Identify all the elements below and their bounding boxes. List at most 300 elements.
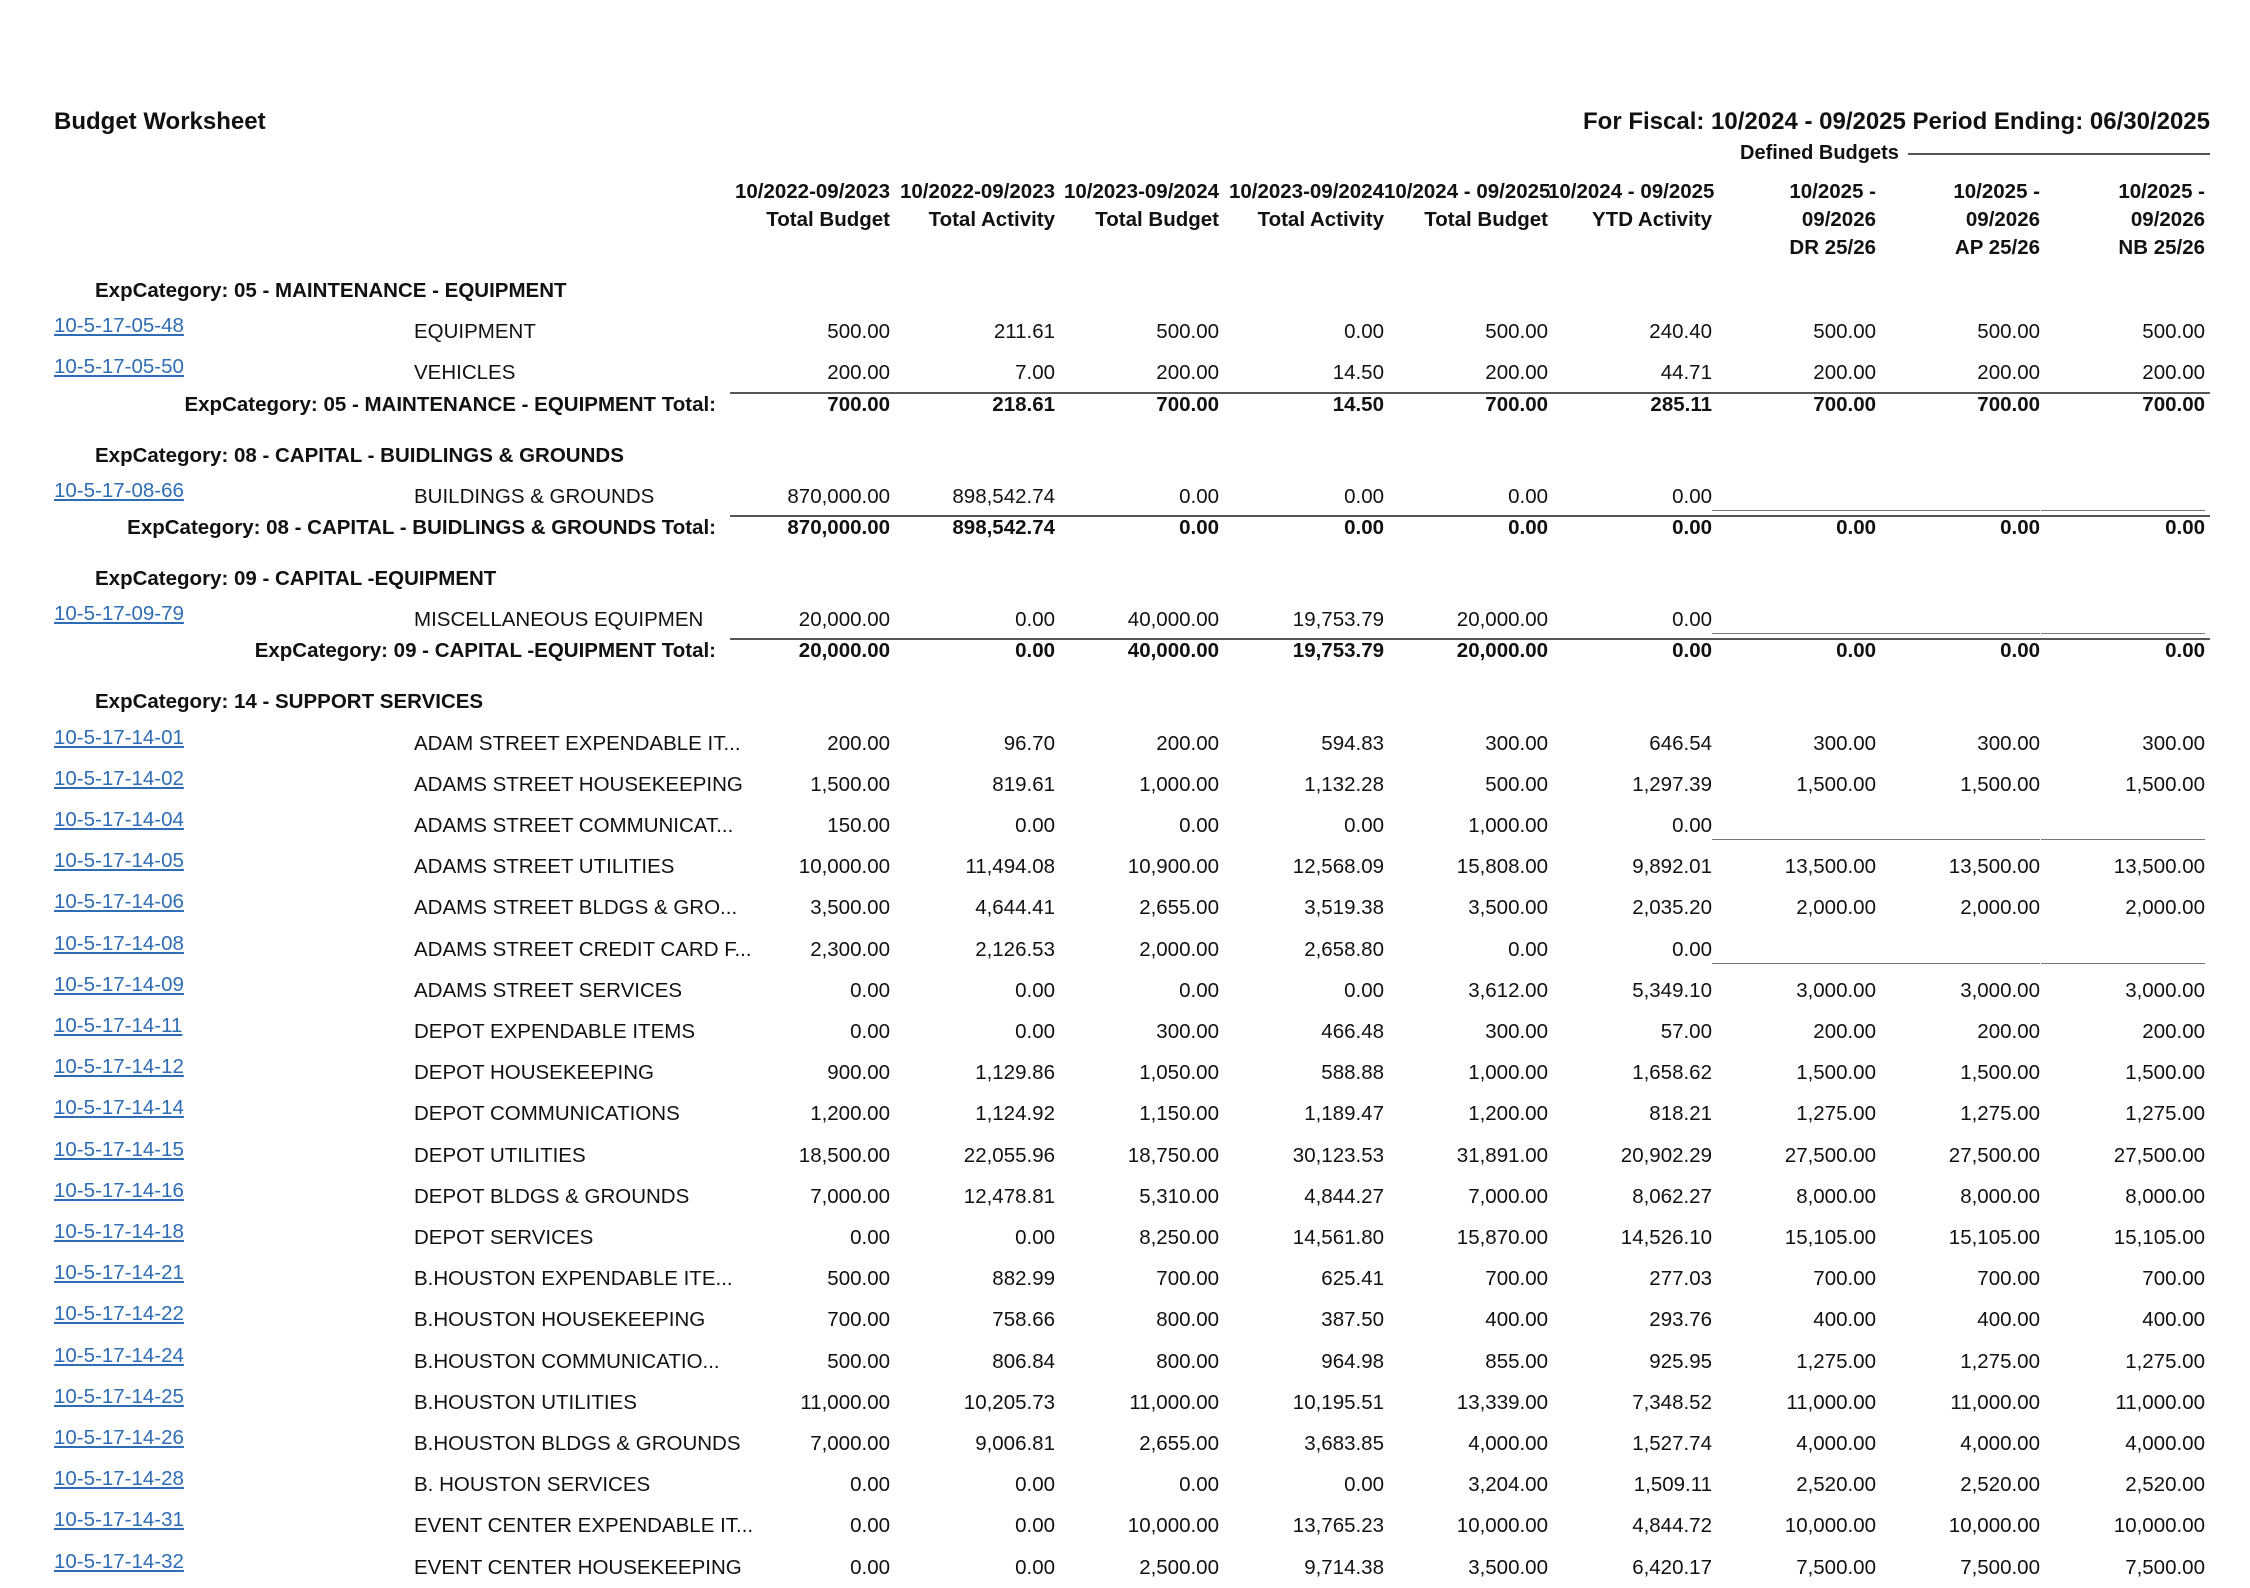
- total-value: 0.00: [1508, 516, 1548, 539]
- table-row: [0, 1052, 2250, 1093]
- amount-cell: 11,000.00: [1950, 1390, 2040, 1414]
- amount-cell: 11,000.00: [800, 1390, 890, 1414]
- amount-cell: 2,500.00: [1139, 1555, 1219, 1579]
- amount-cell: 0.00: [1672, 484, 1712, 508]
- amount-cell: 300.00: [1813, 731, 1876, 755]
- blank-entry: [2041, 963, 2205, 964]
- amount-cell: 10,000.00: [1948, 1514, 2040, 1538]
- amount-cell: 8,000.00: [1960, 1184, 2040, 1208]
- total-value: 0.00: [1344, 516, 1384, 539]
- amount-cell: 898,542.74: [952, 484, 1055, 508]
- table-row: [0, 723, 2250, 764]
- column-header-line: NB 25/26: [2118, 236, 2205, 259]
- amount-cell: 277.03: [1649, 1267, 1712, 1291]
- total-value: 0.00: [2000, 516, 2040, 539]
- amount-cell: 14.50: [1332, 361, 1384, 385]
- column-header-line: AP 25/26: [1954, 236, 2040, 259]
- account-link[interactable]: 10-5-17-14-05: [54, 849, 184, 873]
- amount-cell: 700.00: [1977, 1267, 2040, 1291]
- amount-cell: 15,808.00: [1456, 855, 1548, 879]
- amount-cell: 27,500.00: [1784, 1143, 1876, 1167]
- amount-cell: 1,132.28: [1304, 772, 1384, 796]
- category-row: [0, 270, 2250, 311]
- amount-cell: 11,494.08: [965, 855, 1055, 879]
- amount-cell: 700.00: [2142, 1267, 2205, 1291]
- column-header-line: Total Budget: [1424, 208, 1548, 231]
- amount-cell: 0.00: [1672, 814, 1712, 837]
- amount-cell: 300.00: [1485, 731, 1548, 755]
- amount-cell: 200.00: [1977, 1020, 2040, 1043]
- amount-cell: 240.40: [1649, 320, 1712, 344]
- column-header-line: 09/2026: [1801, 208, 1876, 231]
- amount-cell: 1,275.00: [2125, 1349, 2205, 1373]
- amount-cell: 800.00: [1156, 1308, 1219, 1332]
- amount-cell: 4,000.00: [1796, 1432, 1876, 1455]
- amount-cell: 4,844.27: [1304, 1184, 1384, 1208]
- amount-cell: 855.00: [1485, 1349, 1548, 1373]
- amount-cell: 0.00: [850, 978, 890, 1002]
- total-value: 20,000.00: [1456, 639, 1548, 663]
- total-value: 285.11: [1650, 392, 1712, 416]
- amount-cell: 15,870.00: [1456, 1226, 1548, 1249]
- account-description: B.HOUSTON HOUSEKEEPING: [414, 1308, 706, 1332]
- amount-cell: 4,000.00: [1468, 1432, 1548, 1455]
- column-header-line: 10/2025 -: [1953, 180, 2040, 203]
- blank-entry: [1712, 839, 1876, 840]
- amount-cell: 2,000.00: [1139, 937, 1219, 961]
- amount-cell: 200.00: [827, 731, 890, 755]
- amount-cell: 5,349.10: [1632, 978, 1712, 1002]
- amount-cell: 0.00: [1179, 814, 1219, 837]
- account-link[interactable]: 10-5-17-14-22: [54, 1302, 184, 1326]
- table-row: [0, 1258, 2250, 1299]
- amount-cell: 400.00: [1485, 1308, 1548, 1332]
- amount-cell: 2,035.20: [1632, 896, 1712, 920]
- amount-cell: 200.00: [1813, 361, 1876, 385]
- amount-cell: 594.83: [1321, 731, 1384, 755]
- amount-cell: 2,520.00: [1796, 1473, 1876, 1497]
- amount-cell: 1,500.00: [2125, 1061, 2205, 1085]
- account-link[interactable]: 10-5-17-14-04: [54, 808, 184, 831]
- account-description: ADAMS STREET CREDIT CARD F...: [414, 937, 752, 961]
- amount-cell: 1,275.00: [1960, 1349, 2040, 1373]
- amount-cell: 9,714.38: [1304, 1555, 1384, 1579]
- amount-cell: 0.00: [1015, 1473, 1055, 1497]
- amount-cell: 18,500.00: [798, 1143, 890, 1167]
- table-row: [0, 1217, 2250, 1258]
- amount-cell: 20,000.00: [798, 608, 890, 632]
- amount-cell: 2,655.00: [1139, 896, 1219, 920]
- amount-cell: 7,500.00: [1960, 1555, 2040, 1579]
- defined-budgets-label: Defined Budgets: [1740, 142, 1899, 164]
- amount-cell: 96.70: [1003, 731, 1055, 755]
- amount-cell: 1,509.11: [1633, 1473, 1712, 1497]
- amount-cell: 0.00: [1179, 978, 1219, 1002]
- amount-cell: 13,339.00: [1456, 1390, 1548, 1414]
- amount-cell: 300.00: [2142, 731, 2205, 755]
- account-link[interactable]: 10-5-17-14-32: [54, 1549, 184, 1573]
- account-description: ADAMS STREET COMMUNICAT...: [414, 814, 734, 837]
- amount-cell: 10,195.51: [1292, 1390, 1384, 1414]
- column-header: [1548, 178, 1715, 234]
- amount-cell: 200.00: [2142, 1020, 2205, 1043]
- table-row: [0, 929, 2250, 970]
- blank-entry: [2041, 839, 2205, 840]
- amount-cell: 13,765.23: [1292, 1514, 1384, 1538]
- amount-cell: 964.98: [1321, 1349, 1384, 1373]
- amount-cell: 12,568.09: [1292, 855, 1384, 879]
- total-value: 19,753.79: [1292, 639, 1384, 663]
- account-link[interactable]: 10-5-17-14-02: [54, 766, 184, 790]
- page-title: Budget Worksheet: [54, 108, 266, 135]
- amount-cell: 400.00: [2142, 1308, 2205, 1332]
- total-label: ExpCategory: 05 - MAINTENANCE - EQUIPMENT Total:: [184, 392, 716, 416]
- amount-cell: 300.00: [1156, 1020, 1219, 1043]
- category-heading: ExpCategory: 08 - CAPITAL - BUIDLINGS & GROUNDS: [95, 443, 624, 467]
- total-value: 0.00: [1836, 639, 1876, 663]
- amount-cell: 8,000.00: [1796, 1184, 1876, 1208]
- amount-cell: 700.00: [1156, 1267, 1219, 1291]
- amount-cell: 11,000.00: [1786, 1390, 1876, 1414]
- column-header-line: 10/2025 -: [2118, 180, 2205, 203]
- total-label: ExpCategory: 08 - CAPITAL - BUIDLINGS & GROUNDS Total:: [127, 516, 716, 539]
- total-value: 0.00: [2000, 639, 2040, 663]
- account-link[interactable]: 10-5-17-14-06: [54, 890, 184, 914]
- amount-cell: 387.50: [1321, 1308, 1384, 1332]
- amount-cell: 12,478.81: [963, 1184, 1055, 1208]
- amount-cell: 500.00: [1813, 320, 1876, 344]
- amount-cell: 8,062.27: [1632, 1184, 1712, 1208]
- amount-cell: 9,006.81: [975, 1432, 1055, 1455]
- amount-cell: 2,520.00: [1960, 1473, 2040, 1497]
- amount-cell: 5,310.00: [1139, 1184, 1219, 1208]
- amount-cell: 300.00: [1485, 1020, 1548, 1043]
- amount-cell: 14,561.80: [1292, 1226, 1384, 1249]
- total-value: 700.00: [827, 392, 890, 416]
- total-value: 0.00: [2165, 516, 2205, 539]
- amount-cell: 0.00: [1344, 320, 1384, 344]
- total-value: 0.00: [2165, 639, 2205, 663]
- account-description: BUILDINGS & GROUNDS: [414, 484, 655, 508]
- account-description: B.HOUSTON COMMUNICATIO...: [414, 1349, 720, 1373]
- amount-cell: 15,105.00: [1948, 1226, 2040, 1249]
- amount-cell: 9,892.01: [1632, 855, 1712, 879]
- amount-cell: 0.00: [1672, 937, 1712, 961]
- amount-cell: 0.00: [1015, 1020, 1055, 1043]
- amount-cell: 300.00: [1977, 731, 2040, 755]
- account-link[interactable]: 10-5-17-14-01: [54, 725, 184, 749]
- amount-cell: 3,000.00: [2125, 978, 2205, 1002]
- amount-cell: 7,000.00: [1468, 1184, 1548, 1208]
- amount-cell: 2,520.00: [2125, 1473, 2205, 1497]
- account-link[interactable]: 10-5-17-09-79: [54, 602, 184, 626]
- column-header-line: DR 25/26: [1789, 236, 1876, 259]
- account-description: B. HOUSTON SERVICES: [414, 1473, 651, 1497]
- table-row: [0, 1464, 2250, 1505]
- amount-cell: 2,655.00: [1139, 1432, 1219, 1455]
- total-value: 218.61: [992, 392, 1055, 416]
- amount-cell: 27,500.00: [2113, 1143, 2205, 1167]
- amount-cell: 8,250.00: [1139, 1226, 1219, 1249]
- column-header-line: 10/2024 - 09/2025: [1548, 180, 1715, 203]
- column-header: [1055, 178, 1219, 234]
- total-value: 700.00: [1813, 392, 1876, 416]
- account-link[interactable]: 10-5-17-14-09: [54, 972, 184, 996]
- amount-cell: 44.71: [1660, 361, 1712, 385]
- amount-cell: 400.00: [1813, 1308, 1876, 1332]
- amount-cell: 1,275.00: [1796, 1102, 1876, 1126]
- column-header-line: 09/2026: [2130, 208, 2205, 231]
- amount-cell: 4,000.00: [2125, 1432, 2205, 1455]
- amount-cell: 1,000.00: [1468, 814, 1548, 837]
- category-heading: ExpCategory: 09 - CAPITAL -EQUIPMENT: [95, 567, 497, 590]
- amount-cell: 4,644.41: [975, 896, 1055, 920]
- column-header: [891, 178, 1055, 234]
- amount-cell: 700.00: [827, 1308, 890, 1332]
- column-header-line: 10/2024 - 09/2025: [1384, 180, 1551, 203]
- column-header-line: Total Activity: [1257, 208, 1384, 231]
- amount-cell: 7,000.00: [810, 1432, 890, 1455]
- amount-cell: 200.00: [1977, 361, 2040, 385]
- amount-cell: 3,500.00: [810, 896, 890, 920]
- amount-cell: 2,000.00: [2125, 896, 2205, 920]
- amount-cell: 466.48: [1321, 1020, 1384, 1043]
- column-header: [1220, 178, 1384, 234]
- amount-cell: 1,527.74: [1632, 1432, 1712, 1455]
- amount-cell: 6,420.17: [1632, 1555, 1712, 1579]
- amount-cell: 0.00: [1015, 978, 1055, 1002]
- amount-cell: 11,000.00: [1129, 1390, 1219, 1414]
- account-link[interactable]: 10-5-17-14-25: [54, 1384, 184, 1408]
- account-link[interactable]: 10-5-17-14-08: [54, 931, 184, 955]
- amount-cell: 2,000.00: [1960, 896, 2040, 920]
- amount-cell: 3,204.00: [1468, 1473, 1548, 1497]
- amount-cell: 0.00: [850, 1555, 890, 1579]
- amount-cell: 57.00: [1660, 1020, 1712, 1043]
- amount-cell: 588.88: [1321, 1061, 1384, 1085]
- amount-cell: 500.00: [827, 1267, 890, 1291]
- table-row: [0, 1382, 2250, 1423]
- total-value: 898,542.74: [952, 516, 1055, 539]
- amount-cell: 800.00: [1156, 1349, 1219, 1373]
- table-row: [0, 887, 2250, 928]
- amount-cell: 806.84: [992, 1349, 1055, 1373]
- table-row: [0, 1341, 2250, 1382]
- amount-cell: 1,200.00: [1468, 1102, 1548, 1126]
- amount-cell: 1,189.47: [1304, 1102, 1384, 1126]
- total-row: [0, 507, 2250, 548]
- account-description: ADAMS STREET BLDGS & GRO...: [414, 896, 738, 920]
- amount-cell: 200.00: [1485, 361, 1548, 385]
- account-link[interactable]: 10-5-17-05-48: [54, 314, 184, 338]
- amount-cell: 646.54: [1649, 731, 1712, 755]
- amount-cell: 15,105.00: [2113, 1226, 2205, 1249]
- account-link[interactable]: 10-5-17-14-12: [54, 1055, 184, 1079]
- amount-cell: 500.00: [1485, 772, 1548, 796]
- amount-cell: 18,750.00: [1127, 1143, 1219, 1167]
- table-row: [0, 764, 2250, 805]
- amount-cell: 19,753.79: [1292, 608, 1384, 632]
- category-heading: ExpCategory: 14 - SUPPORT SERVICES: [95, 690, 484, 714]
- amount-cell: 8,000.00: [2125, 1184, 2205, 1208]
- amount-cell: 700.00: [1813, 1267, 1876, 1291]
- category-row: [0, 681, 2250, 722]
- amount-cell: 1,200.00: [810, 1102, 890, 1126]
- amount-cell: 7,000.00: [810, 1184, 890, 1208]
- column-header-line: 10/2023-09/2024: [1228, 180, 1384, 203]
- account-link[interactable]: 10-5-17-14-16: [54, 1178, 184, 1202]
- table-row: [0, 970, 2250, 1011]
- amount-cell: 1,500.00: [2125, 772, 2205, 796]
- amount-cell: 200.00: [1813, 1020, 1876, 1043]
- amount-cell: 1,129.86: [975, 1061, 1055, 1085]
- amount-cell: 31,891.00: [1456, 1143, 1548, 1167]
- account-description: ADAMS STREET SERVICES: [414, 978, 683, 1002]
- amount-cell: 200.00: [2142, 361, 2205, 385]
- amount-cell: 0.00: [1344, 484, 1384, 508]
- amount-cell: 1,275.00: [2125, 1102, 2205, 1126]
- amount-cell: 10,205.73: [963, 1390, 1055, 1414]
- total-value: 0.00: [1672, 639, 1712, 663]
- amount-cell: 10,000.00: [1127, 1514, 1219, 1538]
- account-description: EVENT CENTER HOUSEKEEPING: [414, 1555, 742, 1579]
- amount-cell: 150.00: [827, 814, 890, 837]
- amount-cell: 10,000.00: [1784, 1514, 1876, 1538]
- account-link[interactable]: 10-5-17-05-50: [54, 355, 184, 379]
- amount-cell: 3,683.85: [1304, 1432, 1384, 1455]
- account-description: DEPOT HOUSEKEEPING: [414, 1061, 654, 1085]
- amount-cell: 2,658.80: [1304, 937, 1384, 961]
- amount-cell: 1,500.00: [1960, 772, 2040, 796]
- total-value: 700.00: [1485, 392, 1548, 416]
- fiscal-period: For Fiscal: 10/2024 - 09/2025 Period Ending: 06/30/2025: [1583, 108, 2210, 135]
- column-header-line: 10/2025 -: [1789, 180, 1876, 203]
- amount-cell: 3,000.00: [1960, 978, 2040, 1002]
- account-description: VEHICLES: [414, 361, 516, 385]
- amount-cell: 27,500.00: [1948, 1143, 2040, 1167]
- amount-cell: 3,500.00: [1468, 896, 1548, 920]
- account-link[interactable]: 10-5-17-14-21: [54, 1261, 184, 1285]
- account-link[interactable]: 10-5-17-14-24: [54, 1343, 184, 1367]
- amount-cell: 1,124.92: [975, 1102, 1055, 1126]
- total-row: [0, 384, 2250, 425]
- category-row: [0, 558, 2250, 599]
- account-link[interactable]: 10-5-17-14-26: [54, 1426, 184, 1449]
- amount-cell: 2,300.00: [810, 937, 890, 961]
- amount-cell: 0.00: [1344, 814, 1384, 837]
- account-link[interactable]: 10-5-17-14-31: [54, 1508, 184, 1532]
- amount-cell: 818.21: [1649, 1102, 1712, 1126]
- amount-cell: 1,500.00: [1796, 772, 1876, 796]
- column-header-line: Total Budget: [766, 208, 890, 231]
- amount-cell: 0.00: [1015, 814, 1055, 837]
- table-row: [0, 1093, 2250, 1134]
- table-row: [0, 1176, 2250, 1217]
- account-link[interactable]: 10-5-17-08-66: [54, 478, 184, 502]
- table-row: [0, 1505, 2250, 1546]
- account-link[interactable]: 10-5-17-14-18: [54, 1220, 184, 1243]
- total-value: 0.00: [1015, 639, 1055, 663]
- amount-cell: 0.00: [1015, 608, 1055, 632]
- total-value: 40,000.00: [1127, 639, 1219, 663]
- account-link[interactable]: 10-5-17-14-15: [54, 1137, 184, 1161]
- total-value: 870,000.00: [787, 516, 890, 539]
- amount-cell: 500.00: [1156, 320, 1219, 344]
- amount-cell: 7,500.00: [2125, 1555, 2205, 1579]
- amount-cell: 0.00: [1508, 484, 1548, 508]
- amount-cell: 819.61: [992, 772, 1055, 796]
- amount-cell: 40,000.00: [1127, 608, 1219, 632]
- amount-cell: 0.00: [1179, 484, 1219, 508]
- amount-cell: 293.76: [1649, 1308, 1712, 1332]
- table-row: [0, 311, 2250, 352]
- amount-cell: 500.00: [827, 320, 890, 344]
- amount-cell: 10,000.00: [2113, 1514, 2205, 1538]
- amount-cell: 3,612.00: [1468, 978, 1548, 1002]
- amount-cell: 10,000.00: [798, 855, 890, 879]
- amount-cell: 500.00: [827, 1349, 890, 1373]
- account-link[interactable]: 10-5-17-14-14: [54, 1096, 184, 1120]
- amount-cell: 900.00: [827, 1061, 890, 1085]
- total-value: 0.00: [1672, 516, 1712, 539]
- amount-cell: 0.00: [1015, 1555, 1055, 1579]
- total-value: 0.00: [1836, 516, 1876, 539]
- amount-cell: 1,050.00: [1139, 1061, 1219, 1085]
- amount-cell: 1,000.00: [1139, 772, 1219, 796]
- amount-cell: 2,000.00: [1796, 896, 1876, 920]
- amount-cell: 1,658.62: [1632, 1061, 1712, 1085]
- amount-cell: 15,105.00: [1784, 1226, 1876, 1249]
- account-link[interactable]: 10-5-17-14-11: [54, 1014, 183, 1037]
- amount-cell: 500.00: [1485, 320, 1548, 344]
- amount-cell: 4,000.00: [1960, 1432, 2040, 1455]
- amount-cell: 0.00: [1344, 1473, 1384, 1497]
- category-row: [0, 435, 2250, 476]
- account-link[interactable]: 10-5-17-14-28: [54, 1467, 184, 1491]
- amount-cell: 3,000.00: [1796, 978, 1876, 1002]
- column-header: [726, 178, 890, 234]
- total-value: 700.00: [1156, 392, 1219, 416]
- amount-cell: 1,000.00: [1468, 1061, 1548, 1085]
- amount-cell: 22,055.96: [963, 1143, 1055, 1167]
- amount-cell: 1,297.39: [1632, 772, 1712, 796]
- amount-cell: 10,000.00: [1456, 1514, 1548, 1538]
- column-header-line: 10/2022-09/2023: [734, 180, 890, 203]
- total-value: 0.00: [1179, 516, 1219, 539]
- table-row: [0, 846, 2250, 887]
- amount-cell: 7.00: [1015, 361, 1055, 385]
- account-description: ADAMS STREET HOUSEKEEPING: [414, 772, 743, 796]
- total-row: [0, 630, 2250, 671]
- amount-cell: 882.99: [992, 1267, 1055, 1291]
- amount-cell: 500.00: [2142, 320, 2205, 344]
- column-header: [1384, 178, 1551, 234]
- account-description: DEPOT COMMUNICATIONS: [414, 1102, 680, 1126]
- column-header-line: Total Budget: [1095, 208, 1219, 231]
- amount-cell: 11,000.00: [2115, 1390, 2205, 1414]
- amount-cell: 10,900.00: [1127, 855, 1219, 879]
- account-description: EVENT CENTER EXPENDABLE IT...: [414, 1514, 754, 1538]
- account-description: ADAM STREET EXPENDABLE IT...: [414, 731, 741, 755]
- amount-cell: 1,275.00: [1796, 1349, 1876, 1373]
- column-header: [1712, 178, 1876, 262]
- amount-cell: 13,500.00: [1948, 855, 2040, 879]
- account-description: EQUIPMENT: [414, 320, 536, 344]
- table-row: [0, 1135, 2250, 1176]
- blank-entry: [1876, 839, 2040, 840]
- amount-cell: 700.00: [1485, 1267, 1548, 1291]
- amount-cell: 200.00: [1156, 361, 1219, 385]
